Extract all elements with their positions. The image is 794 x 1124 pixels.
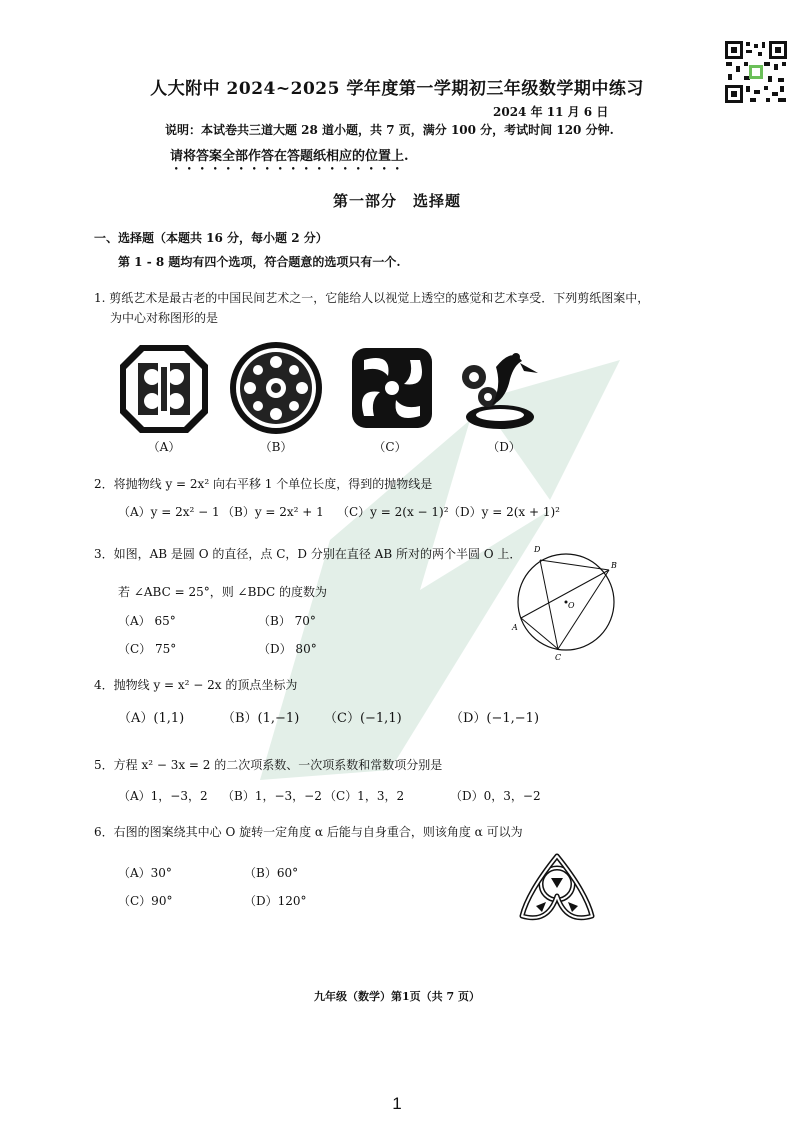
q3-label-o: O — [568, 601, 575, 610]
q4-option-d: （D）(−1,−1) — [450, 711, 540, 726]
q3-option-c: （C） 75° — [118, 642, 177, 656]
q1-caption-c: （C） — [373, 440, 407, 454]
q5-option-b: （B）1，−3，−2 — [222, 789, 322, 803]
q6-stem: 6．右图的图案绕其中心 O 旋转一定角度 α 后能与自身重合，则该角度 α 可以为 — [94, 825, 523, 839]
q2-option-d: （D）y = 2(x + 1)² — [448, 505, 560, 519]
q2-option-c: （C）y = 2(x − 1)² — [337, 505, 449, 519]
q2-option-b: （B）y = 2x² + 1 — [222, 505, 324, 519]
papercut-d-image — [452, 343, 544, 439]
q3-circle-diagram — [510, 538, 620, 666]
page-footer: 九年级（数学）第1页（共 7 页） — [314, 990, 480, 1003]
q5-option-c: （C）1，3，2 — [324, 789, 405, 803]
exam-note: 说明：本试卷共三道大题 28 道小题，共 7 页，满分 100 分，考试时间 120 分钟. — [165, 123, 614, 137]
q1-caption-a: （A） — [147, 440, 181, 454]
q3-label-b: B — [611, 561, 617, 570]
q3-option-d: （D） 80° — [258, 642, 317, 656]
q1-stem-line1: 1. 剪纸艺术是最古老的中国民间艺术之一，它能给人以视觉上透空的感觉和艺术享受．下列剪纸图案中， — [94, 291, 650, 305]
papercut-c-image — [350, 346, 434, 434]
q4-option-c: （C）(−1,1) — [324, 711, 402, 726]
q1-caption-d: （D） — [487, 440, 521, 454]
q5-stem: 5．方程 x² − 3x = 2 的二次项系数、一次项系数和常数项分别是 — [94, 758, 443, 772]
page-number: 1 — [392, 1094, 402, 1113]
q2-option-a: （A）y = 2x² − 1 — [118, 505, 220, 519]
section-title: 第一部分 选择题 — [332, 192, 461, 210]
q5-option-d: （D）0，3，−2 — [450, 789, 541, 803]
q3-substem: 若 ∠ABC = 25°，则 ∠BDC 的度数为 — [118, 585, 328, 599]
exam-date: 2024 年 11 月 6 日 — [493, 105, 609, 119]
exam-instruction: 请将答案全部作答在答题纸相应的位置上. — [170, 149, 409, 164]
papercut-b-image — [228, 340, 324, 440]
q2-stem: 2．将抛物线 y = 2x² 向右平移 1 个单位长度，得到的抛物线是 — [94, 477, 433, 491]
q4-stem: 4．抛物线 y = x² − 2x 的顶点坐标为 — [94, 678, 298, 692]
q3-option-a: （A） 65° — [118, 614, 176, 628]
papercut-a-image — [118, 343, 210, 439]
q6-option-c: （C）90° — [118, 894, 173, 908]
q4-option-a: （A）(1,1) — [118, 711, 185, 726]
section-subheading: 第 1 - 8 题均有四个选项，符合题意的选项只有一个. — [118, 255, 401, 269]
q5-option-a: （A）1，−3，2 — [118, 789, 208, 803]
q3-label-a: A — [512, 623, 518, 632]
q3-option-b: （B） 70° — [258, 614, 316, 628]
q6-option-d: （D）120° — [244, 894, 307, 908]
q4-option-b: （B）(1,−1) — [222, 711, 300, 726]
q1-stem-line2: 为中心对称图形的是 — [110, 311, 219, 325]
q6-option-b: （B）60° — [244, 866, 299, 880]
q6-triquetra-figure — [516, 852, 598, 930]
exam-title: 人大附中 2024~2025 学年度第一学期初三年级数学期中练习 — [150, 79, 644, 99]
q3-label-c: C — [555, 653, 562, 662]
q3-stem: 3．如图，AB 是圆 O 的直径，点 C，D 分别在直径 AB 所对的两个半圆 O 上． — [94, 547, 522, 561]
q1-caption-b: （B） — [259, 440, 293, 454]
q3-label-d: D — [534, 545, 541, 554]
section-heading: 一、选择题（本题共 16 分，每小题 2 分） — [94, 231, 328, 245]
q6-option-a: （A）30° — [118, 866, 172, 880]
